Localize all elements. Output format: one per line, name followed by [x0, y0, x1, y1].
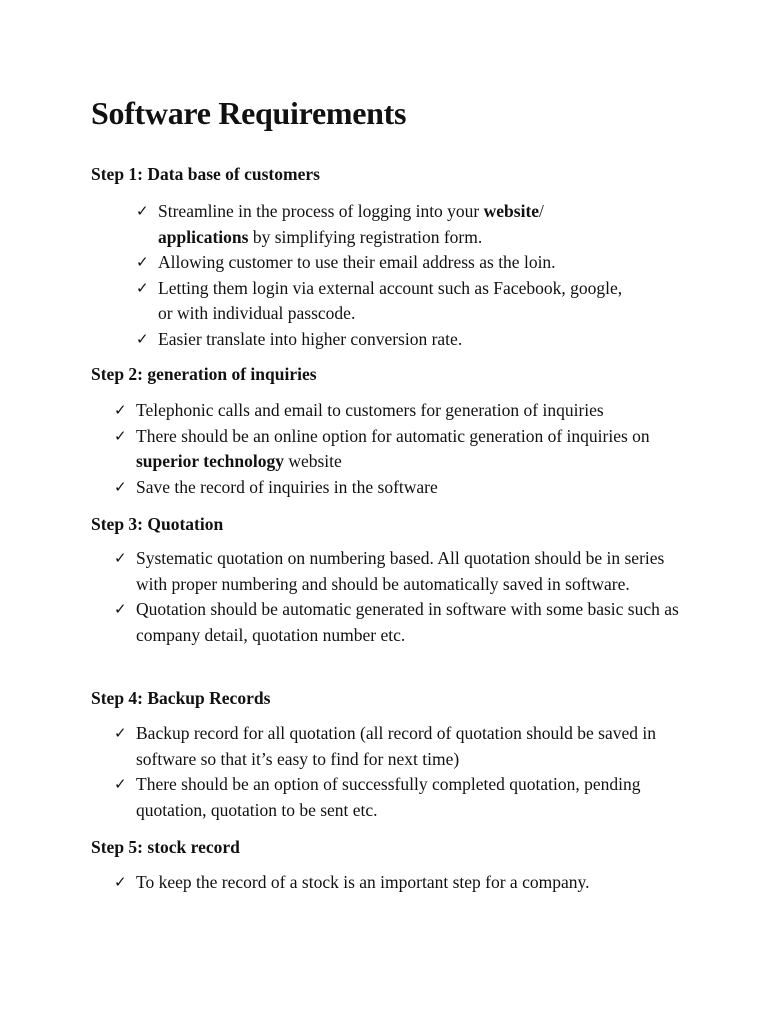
checkmark-icon: ✓: [136, 202, 149, 220]
checkmark-icon: ✓: [114, 600, 127, 618]
step-1-list: [136, 199, 636, 352]
checkmark-icon: ✓: [114, 873, 127, 891]
list-item-text: To keep the record of a stock is an important step for a company.: [136, 872, 590, 892]
list-item: [136, 276, 636, 327]
list-item-text: Telephonic calls and email to customers for generation of inquiries: [136, 400, 604, 420]
checkmark-icon: ✓: [114, 401, 127, 419]
list-item: [114, 398, 684, 424]
list-item-text: by simplifying registration form.: [248, 226, 483, 247]
step-5-heading: Step 5: stock record: [91, 837, 240, 857]
checkmark-icon: ✓: [136, 278, 149, 297]
list-item: [114, 721, 684, 772]
step-5-list: [114, 870, 684, 896]
list-item-text: Letting them login via external account such as Facebook, google, or with individual passcode.: [158, 277, 623, 323]
list-item-text: Allowing customer to use their email address as the loin.: [158, 252, 556, 272]
list-item-text: There should be an option of successfully completed quotation, pending quotation, quotation to be sent etc.: [136, 774, 641, 820]
list-item-text: /: [539, 201, 544, 221]
list-item-bold-text: superior technology: [136, 451, 284, 471]
step-3-heading: Step 3: Quotation: [91, 514, 224, 534]
list-item: [114, 424, 684, 475]
page-title: Software Requirements: [91, 95, 407, 131]
checkmark-icon: ✓: [114, 477, 127, 496]
list-item-text: Save the record of inquiries in the software: [136, 476, 438, 497]
list-item-bold-text: applications: [158, 226, 249, 247]
step-4-heading: Step 4: Backup Records: [91, 688, 271, 708]
list-item-text: website: [283, 451, 342, 471]
list-item: [114, 597, 684, 648]
checkmark-icon: ✓: [136, 329, 149, 348]
list-item-text: There should be an online option for automatic generation of inquiries on: [136, 425, 650, 446]
list-item: [114, 475, 684, 501]
step-3-list: [114, 546, 684, 648]
list-item-text: Streamline in the process of logging into your: [158, 201, 484, 221]
checkmark-icon: ✓: [114, 724, 127, 742]
step-2-list: [114, 398, 684, 500]
list-item-text: Quotation should be automatic generated in software with some basic such as company detail, quotation number etc.: [136, 599, 679, 645]
step-4-list: [114, 721, 684, 823]
checkmark-icon: ✓: [114, 549, 127, 567]
step-1-heading: Step 1: Data base of customers: [91, 164, 320, 184]
list-item-text: Systematic quotation on numbering based. All quotation should be in series with proper numbering and should be automatically saved in software.: [136, 548, 665, 594]
list-item: [114, 546, 684, 597]
checkmark-icon: ✓: [114, 426, 127, 445]
list-item-text: Easier translate into higher conversion rate.: [158, 328, 463, 349]
list-item-bold-text: website: [483, 201, 540, 221]
list-item: [136, 327, 636, 353]
list-item: [114, 772, 684, 823]
step-2-heading: Step 2: generation of inquiries: [91, 364, 317, 384]
list-item: [136, 250, 636, 276]
list-item: [114, 870, 684, 896]
checkmark-icon: ✓: [136, 253, 149, 271]
list-item: [136, 199, 636, 250]
checkmark-icon: ✓: [114, 775, 127, 793]
list-item-text: Backup record for all quotation (all record of quotation should be saved in software so that it’s easy to find for next time): [136, 723, 656, 769]
